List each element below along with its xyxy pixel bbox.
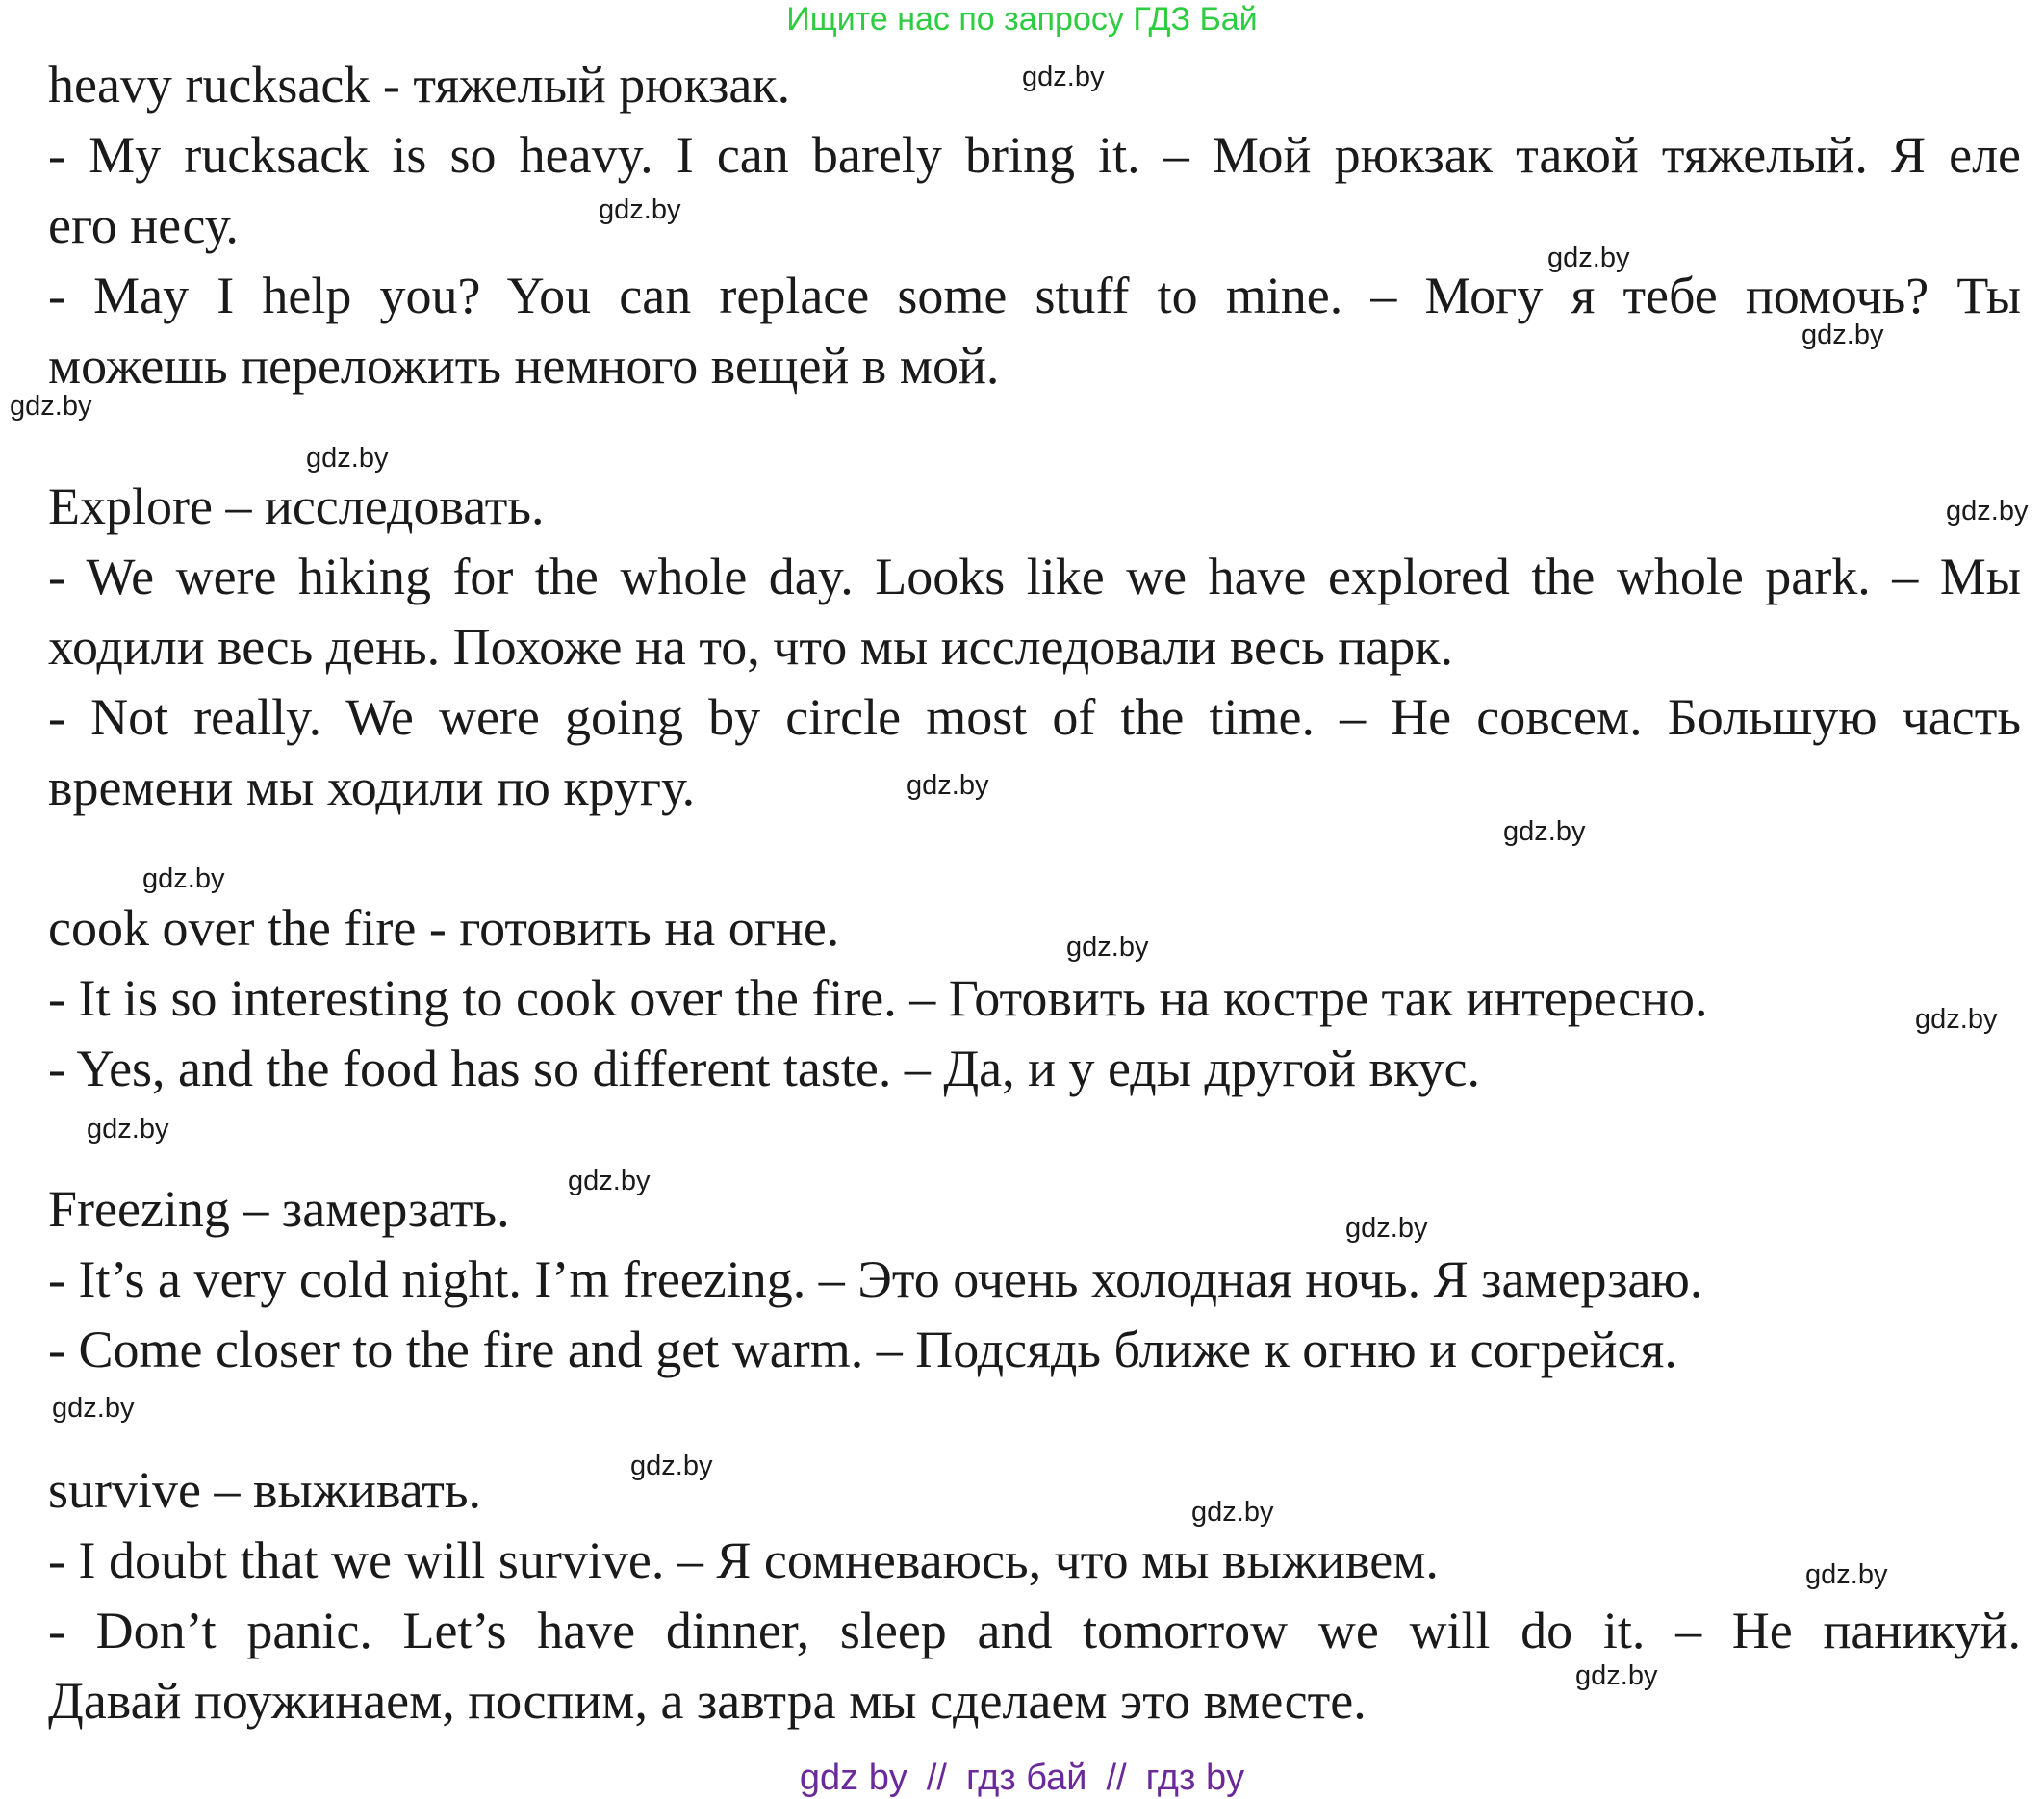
vocab-term: heavy rucksack - тяжелый рюкзак. <box>48 56 791 114</box>
watermark: gdz.by <box>87 1114 169 1144</box>
vocab-term: survive – выживать. <box>48 1461 482 1519</box>
dialogue-line: - May I help you? You can replace some stuff to mine. – Могу я тебе помочь? Ты <box>48 267 2021 324</box>
watermark: gdz.by <box>1946 496 2029 527</box>
watermark: gdz.by <box>907 770 989 801</box>
document-body <box>48 50 2021 1736</box>
watermark: gdz.by <box>1503 816 1586 847</box>
footer-separator: // <box>926 1758 947 1798</box>
dialogue-line: Давай поужинаем, поспим, а завтра мы сделаем это вместе. <box>48 1672 1367 1730</box>
dialogue-line: - My rucksack is so heavy. I can barely bring it. – Мой рюкзак такой тяжелый. Я еле <box>48 126 2021 184</box>
watermark: gdz.by <box>306 443 389 474</box>
dialogue-line: - Yes, and the food has so different taste. – Да, и у еды другой вкус. <box>48 1040 1480 1097</box>
footer-link-gdz-by[interactable]: gdz by <box>799 1758 907 1798</box>
header-search-link[interactable]: Ищите нас по запросу ГДЗ Бай <box>786 1 1258 38</box>
watermark: gdz.by <box>1022 62 1105 92</box>
watermark: gdz.by <box>1575 1660 1658 1691</box>
watermark: gdz.by <box>1547 243 1630 273</box>
watermark: gdz.by <box>630 1451 713 1481</box>
vocab-term: Freezing – замерзать. <box>48 1180 510 1238</box>
dialogue-line: - We were hiking for the whole day. Looks like we have explored the whole park. – Мы <box>48 548 2021 605</box>
watermark: gdz.by <box>1915 1004 1998 1035</box>
footer-links <box>0 1757 2044 1799</box>
watermark: gdz.by <box>1066 932 1149 963</box>
dialogue-line: - Not really. We were going by circle most of the time. – Не совсем. Большую часть <box>48 688 2021 746</box>
watermark: gdz.by <box>599 194 681 225</box>
watermark: gdz.by <box>1191 1497 1274 1528</box>
dialogue-line: его несу. <box>48 196 239 254</box>
watermark: gdz.by <box>568 1166 651 1196</box>
watermark: gdz.by <box>142 863 225 894</box>
footer-separator: // <box>1106 1758 1127 1798</box>
dialogue-line: - Come closer to the fire and get warm. – Подсядь ближе к огню и согрейся. <box>48 1321 1677 1378</box>
vocab-term: cook over the fire - готовить на огне. <box>48 899 840 957</box>
dialogue-line: можешь переложить немного вещей в мой. <box>48 337 1000 395</box>
dialogue-line: - It is so interesting to cook over the fire. – Готовить на костре так интересно. <box>48 969 1708 1027</box>
dialogue-line: - Don’t panic. Let’s have dinner, sleep and tomorrow we will do it. – Не паникуй. <box>48 1602 2021 1659</box>
footer-link-gdz-bay[interactable]: гдз бай <box>965 1758 1087 1798</box>
watermark: gdz.by <box>52 1393 135 1424</box>
watermark: gdz.by <box>1345 1213 1428 1244</box>
dialogue-line: - It’s a very cold night. I’m freezing. – Это очень холодная ночь. Я замерзаю. <box>48 1250 1703 1308</box>
dialogue-line: - I doubt that we will survive. – Я сомневаюсь, что мы выживем. <box>48 1531 1439 1589</box>
vocab-term: Explore – исследовать. <box>48 477 545 535</box>
watermark: gdz.by <box>1805 1559 1888 1590</box>
footer-link-gdz-by-cyr[interactable]: гдз by <box>1145 1758 1245 1798</box>
watermark: gdz.by <box>10 391 92 422</box>
dialogue-line: времени мы ходили по кругу. <box>48 758 696 816</box>
watermark: gdz.by <box>1801 320 1884 350</box>
dialogue-line: ходили весь день. Похоже на то, что мы исследовали весь парк. <box>48 618 1454 676</box>
